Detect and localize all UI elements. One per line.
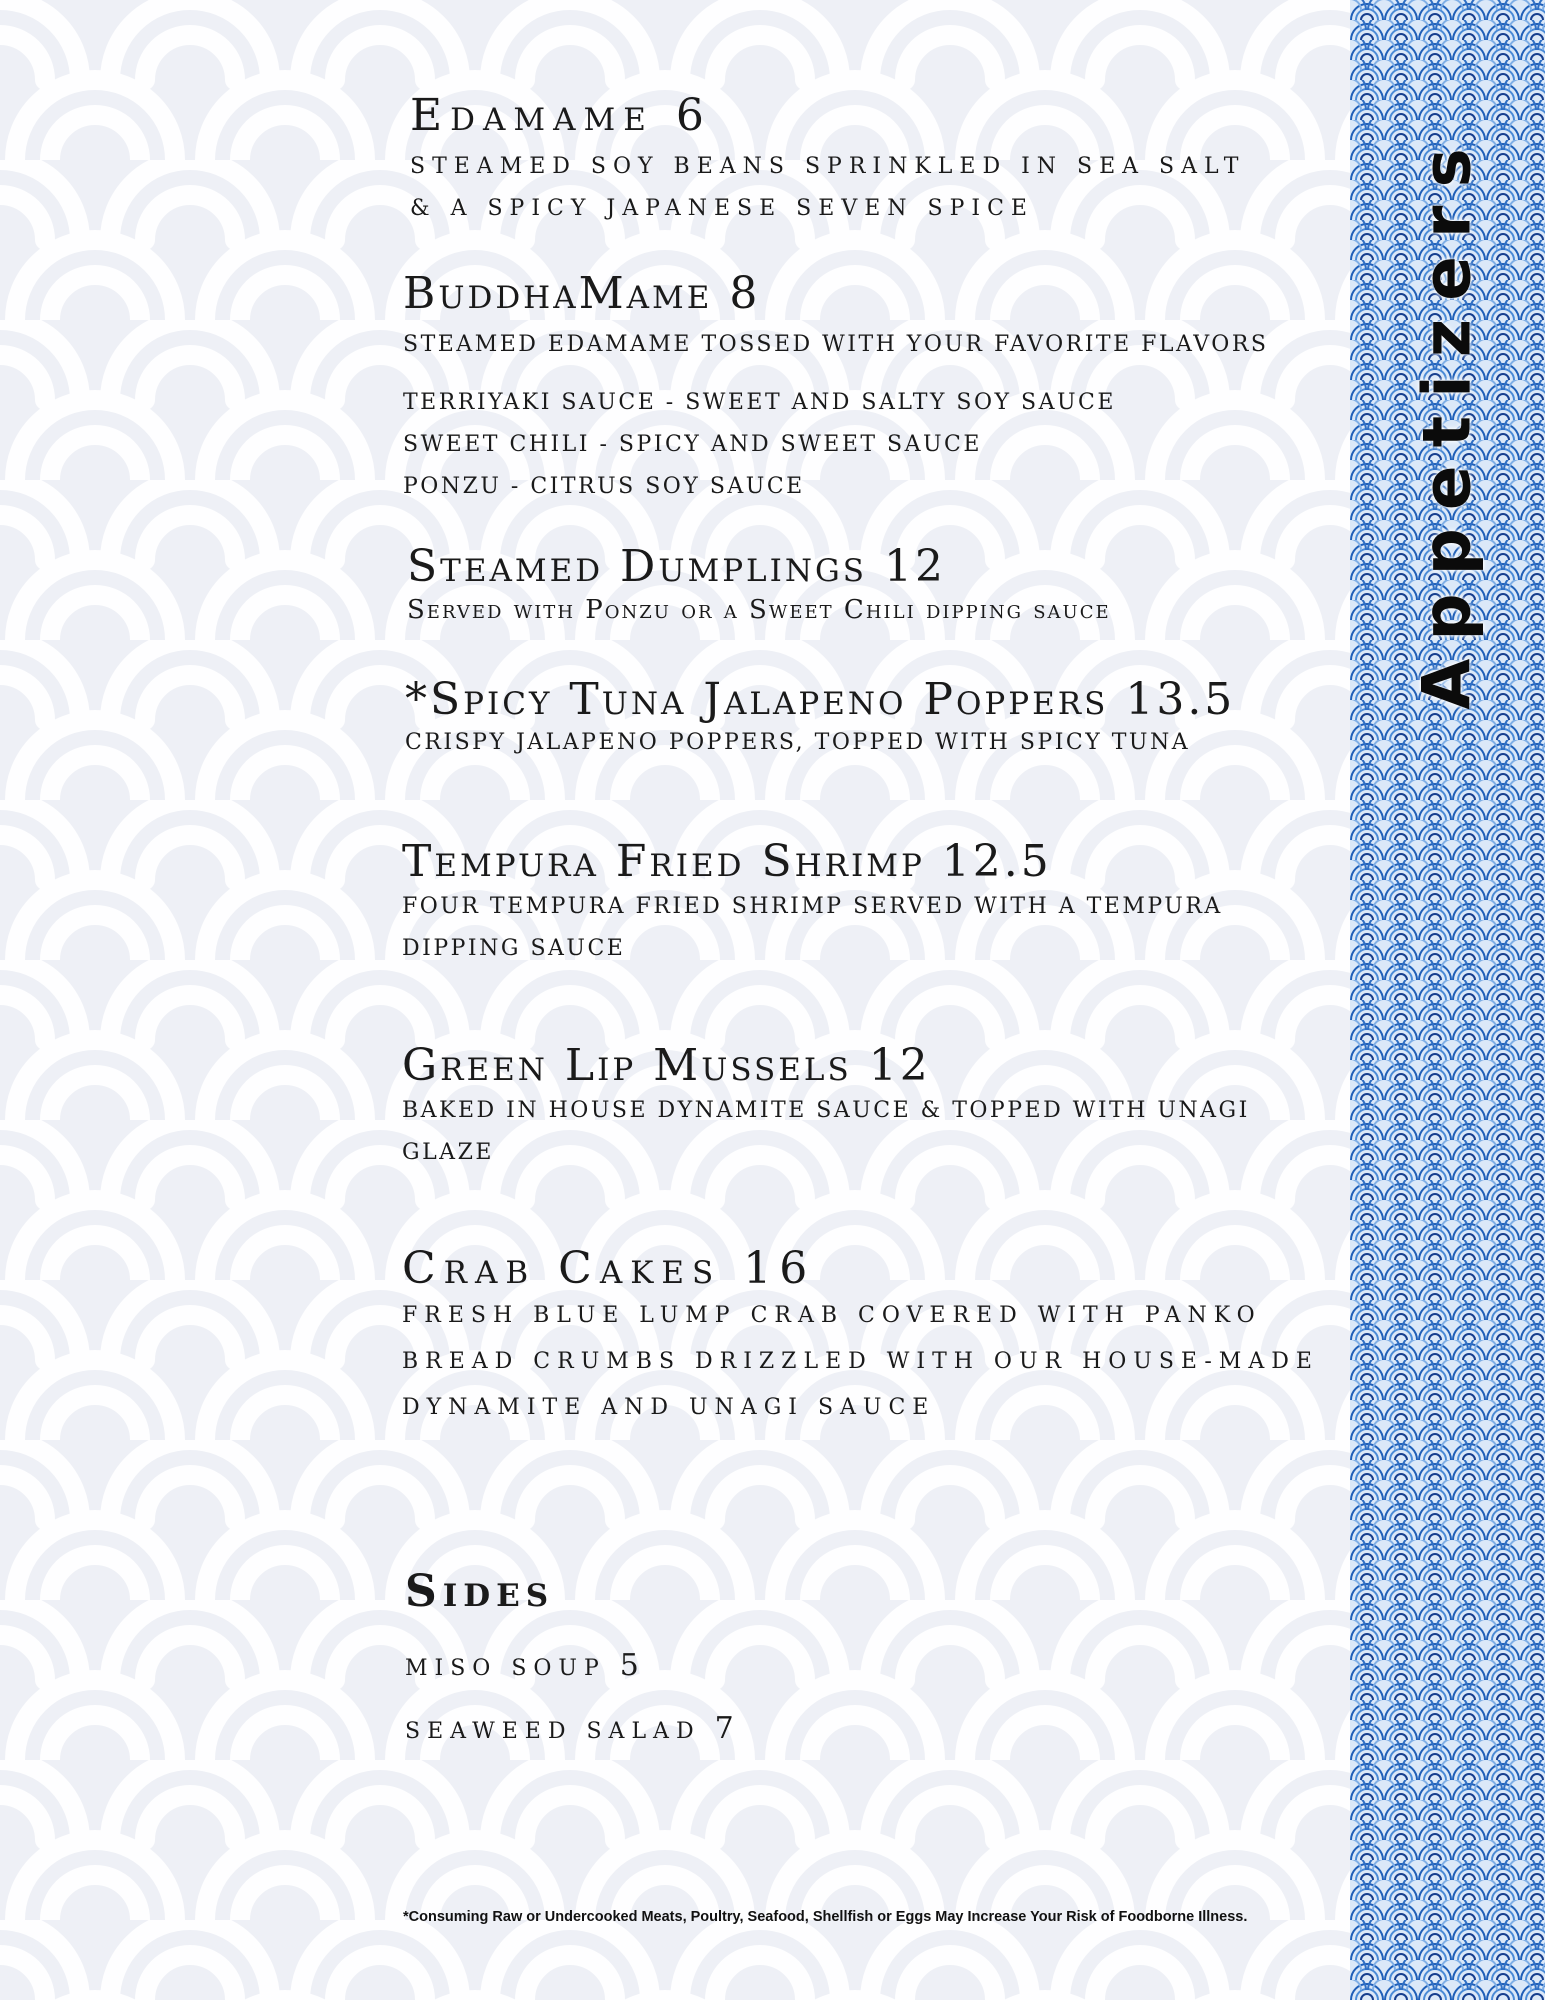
item-description-line: & A SPICY JAPANESE SEVEN SPICE (410, 196, 1034, 221)
flavor-options (403, 382, 1268, 508)
side-item-label: MISO SOUP (405, 1656, 606, 1681)
section-title-appetizers: Appetizers (1408, 130, 1486, 710)
item-description-line: GLAZE (402, 1140, 494, 1165)
health-advisory-footnote: *Consuming Raw or Undercooked Meats, Poultry, Seafood, Shellfish or Eggs May Increase Your Risk of Foodborne Illness. (403, 1909, 1248, 1925)
menu-item-green-lip-mussels (402, 1040, 1250, 1174)
side-item-seaweed-salad (405, 1711, 738, 1746)
item-description-line: STEAMED EDAMAME TOSSED WITH YOUR FAVORITE FLAVORS (403, 332, 1269, 357)
item-description-line: BREAD CRUMBS DRIZZLED WITH OUR HOUSE-MADE (402, 1349, 1319, 1374)
side-item-miso-soup (405, 1648, 738, 1683)
menu-item-tempura-fried-shrimp (402, 836, 1223, 970)
flavor-option: TERRIYAKI SAUCE - SWEET AND SALTY SOY SAUCE (403, 390, 1116, 415)
item-name: Edamame 6 (410, 90, 712, 141)
flavor-option: SWEET CHILI - SPICY AND SWEET SAUCE (403, 432, 982, 457)
item-name: Crab Cakes 16 (402, 1243, 816, 1294)
sides-section (405, 1566, 738, 1746)
item-name: Steamed Dumplings 12 (407, 541, 946, 592)
side-item-label: SEAWEED SALAD (405, 1719, 701, 1744)
item-name: *Spicy Tuna Jalapeno Poppers 13.5 (405, 674, 1236, 725)
item-name: BuddhaMame 8 (403, 268, 761, 319)
menu-item-crab-cakes (402, 1243, 1319, 1431)
side-item-price: 7 (714, 1711, 738, 1746)
item-description-line: FRESH BLUE LUMP CRAB COVERED WITH PANKO (402, 1303, 1262, 1328)
item-name: Green Lip Mussels 12 (402, 1040, 931, 1091)
item-description-line: CRISPY JALAPENO POPPERS, TOPPED WITH SPICY TUNA (405, 730, 1191, 755)
item-name: Tempura Fried Shrimp 12.5 (402, 836, 1052, 887)
menu-item-edamame (410, 90, 1246, 230)
item-description-line: Served with Ponzu or a Sweet Chili dipping sauce (407, 595, 1111, 625)
item-description-line: FOUR TEMPURA FRIED SHRIMP SERVED WITH A TEMPURA (402, 894, 1223, 919)
menu-item-buddhamame (403, 268, 1269, 508)
item-description-line: STEAMED SOY BEANS SPRINKLED IN SEA SALT (410, 154, 1246, 179)
side-item-price: 5 (619, 1648, 643, 1683)
item-description-line: DIPPING SAUCE (402, 936, 626, 961)
item-description-line: BAKED IN HOUSE DYNAMITE SAUCE & TOPPED WITH UNAGI (402, 1098, 1250, 1123)
menu-item-steamed-dumplings (407, 541, 1111, 631)
menu-item-spicy-tuna-jalapeno-poppers (405, 674, 1236, 764)
item-description-line: DYNAMITE AND UNAGI SAUCE (402, 1395, 936, 1420)
flavor-option: PONZU - CITRUS SOY SAUCE (403, 474, 805, 499)
sides-title: Sides (405, 1566, 555, 1617)
